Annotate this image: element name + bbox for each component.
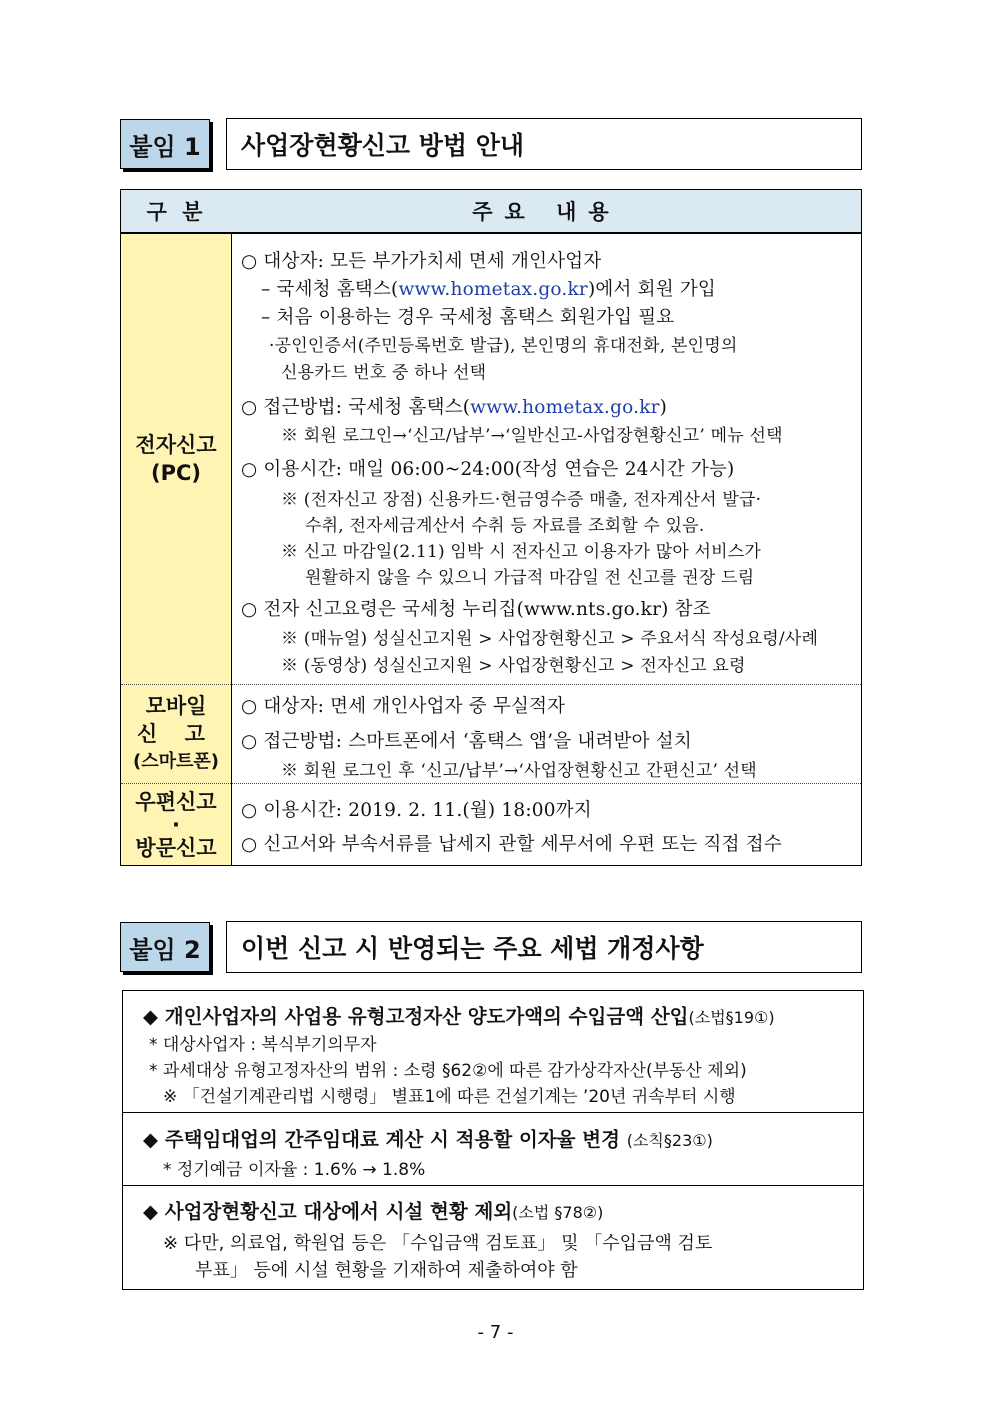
- content-line: ○ 접근방법: 국세청 홈택스(www.hometax.go.kr): [241, 397, 668, 418]
- content-line: ○ 접근방법: 스마트폰에서 ‘홈택스 앱’을 내려받아 설치: [241, 731, 692, 752]
- content-line: ※ (동영상) 성실신고지원 > 사업장현황신고 > 전자신고 요령: [281, 656, 746, 676]
- content-line: ※ 회원 로그인 후 ‘신고/납부’→‘사업장현황신고 간편신고’ 선택: [281, 761, 757, 781]
- change-note: ※ 「건설기계관리법 시행령」 별표1에 따른 건설기계는 ’20년 귀속부터 시행: [163, 1087, 736, 1107]
- attachment-1-title: 사업장현황신고 방법 안내: [226, 118, 862, 170]
- header-category: 구 분: [146, 200, 207, 224]
- content-line: – 처음 이용하는 경우 국세청 홈택스 회원가입 필요: [261, 307, 675, 328]
- change-note: 부표」 등에 시설 현황을 기재하여 제출하여야 함: [195, 1260, 578, 1281]
- category-electronic-pc: 전자신고 (PC): [121, 234, 231, 684]
- attachment-2-tag: 붙임 2: [120, 922, 210, 972]
- content-line: ○ 대상자: 면세 개인사업자 중 무실적자: [241, 696, 566, 717]
- tax-law-changes-box: [122, 990, 864, 1290]
- change-note: * 대상사업자 : 복식부기의무자: [149, 1035, 377, 1055]
- content-line: ※ (매뉴얼) 성실신고지원 > 사업장현황신고 > 주요서식 작성요령/사례: [281, 629, 819, 649]
- category-mobile: 모바일 신 고 (스마트폰): [121, 685, 231, 783]
- content-line: ○ 전자 신고요령은 국세청 누리집(www.nts.go.kr) 참조: [241, 599, 711, 620]
- content-line: ·공인인증서(주민등록번호 발급), 본인명의 휴대전화, 본인명의: [269, 336, 738, 356]
- content-line: ※ 신고 마감일(2.11) 임박 시 전자신고 이용자가 많아 서비스가: [281, 542, 762, 562]
- content-line: 수취, 전자세금계산서 수취 등 자료를 조회할 수 있음.: [305, 516, 705, 536]
- content-line: ○ 이용시간: 2019. 2. 11.(월) 18:00까지: [241, 800, 592, 821]
- reporting-methods-table: [120, 189, 862, 866]
- content-line: ※ 회원 로그인→‘신고/납부’→‘일반신고-사업장현황신고’ 메뉴 선택: [281, 426, 783, 446]
- attachment-1-tag: 붙임 1: [120, 119, 210, 169]
- content-line: ○ 대상자: 모든 부가가치세 면세 개인사업자: [241, 251, 602, 272]
- change-heading: ◆ 개인사업자의 사업용 유형고정자산 양도가액의 수입금액 산입(소법§19①): [143, 1005, 775, 1028]
- content-line: ○ 이용시간: 매일 06:00~24:00(작성 연습은 24시간 가능): [241, 459, 735, 480]
- change-note: * 과세대상 유형고정자산의 범위 : 소령 §62②에 따른 감가상각자산(부동산 제외): [149, 1061, 747, 1081]
- header-content: 주요 내용: [472, 200, 621, 224]
- change-note: ※ 다만, 의료업, 학원업 등은 「수입금액 검토표」 및 「수입금액 검토: [163, 1233, 713, 1254]
- content-line: 원활하지 않을 수 있으니 가급적 마감일 전 신고를 권장 드림: [305, 568, 755, 588]
- page-number: - 7 -: [477, 1322, 514, 1343]
- category-mail-visit: 우편신고 · 방문신고: [121, 784, 231, 865]
- table-header: [121, 190, 861, 234]
- content-line: ※ (전자신고 장점) 신용카드·현금영수증 매출, 전자계산서 발급·: [281, 490, 762, 510]
- change-heading: ◆ 주택임대업의 간주임대료 계산 시 적용할 이자율 변경 (소칙§23①): [143, 1128, 713, 1151]
- change-heading: ◆ 사업장현황신고 대상에서 시설 현황 제외(소법 §78②): [143, 1200, 604, 1223]
- content-line: ○ 신고서와 부속서류를 납세지 관할 세무서에 우편 또는 직접 접수: [241, 834, 782, 855]
- content-line: – 국세청 홈택스(www.hometax.go.kr)에서 회원 가입: [261, 279, 716, 300]
- content-line: 신용카드 번호 중 하나 선택: [281, 363, 487, 383]
- attachment-2-title: 이번 신고 시 반영되는 주요 세법 개정사항: [226, 921, 862, 973]
- change-note: * 정기예금 이자율 : 1.6% → 1.8%: [163, 1160, 426, 1180]
